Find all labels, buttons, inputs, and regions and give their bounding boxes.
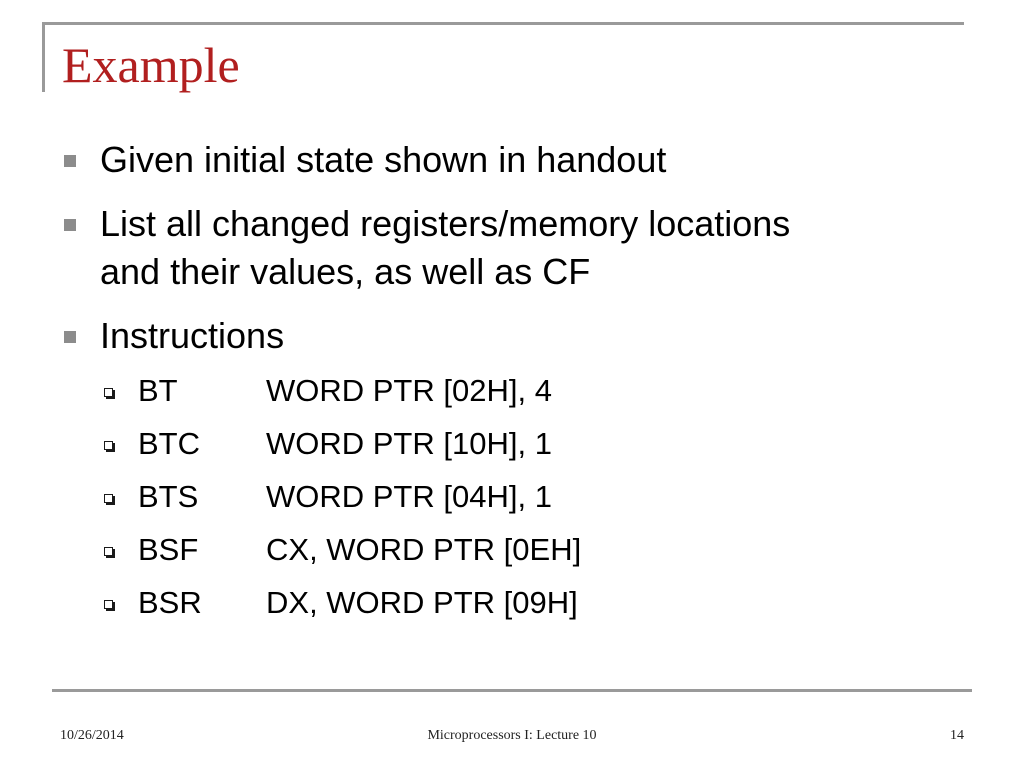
instruction-mnemonic: BTC: [138, 426, 200, 461]
slide-title: Example: [62, 37, 240, 93]
instruction-mnemonic: BT: [138, 373, 178, 408]
box-bullet-icon: [104, 494, 113, 503]
square-bullet-icon: [64, 155, 76, 167]
box-bullet-icon: [104, 441, 113, 450]
instruction-operands: WORD PTR [02H], 4: [266, 373, 552, 408]
footer-page-number: 14: [950, 728, 964, 743]
instruction-operands: CX, WORD PTR [0EH]: [266, 532, 582, 567]
footer-date: 10/26/2014: [60, 728, 124, 743]
instruction-operands: WORD PTR [04H], 1: [266, 479, 552, 514]
box-bullet-icon: [104, 600, 113, 609]
instruction-operands: DX, WORD PTR [09H]: [266, 585, 578, 620]
bullet-text: Instructions: [100, 315, 285, 356]
instruction-mnemonic: BSR: [138, 585, 202, 620]
square-bullet-icon: [64, 331, 76, 343]
bullet-text: List all changed registers/memory locations: [100, 203, 791, 244]
box-bullet-icon: [104, 388, 113, 397]
bullet-text: and their values, as well as CF: [100, 251, 591, 292]
box-bullet-icon: [104, 547, 113, 556]
instruction-mnemonic: BTS: [138, 479, 199, 514]
bottom-rule: [52, 689, 972, 692]
instruction-mnemonic: BSF: [138, 532, 199, 567]
footer-course-title: Microprocessors I: Lecture 10: [427, 728, 597, 743]
square-bullet-icon: [64, 219, 76, 231]
instruction-operands: WORD PTR [10H], 1: [266, 426, 552, 461]
bullet-text: Given initial state shown in handout: [100, 139, 667, 180]
top-rule: [42, 22, 964, 25]
left-rule: [42, 22, 45, 92]
